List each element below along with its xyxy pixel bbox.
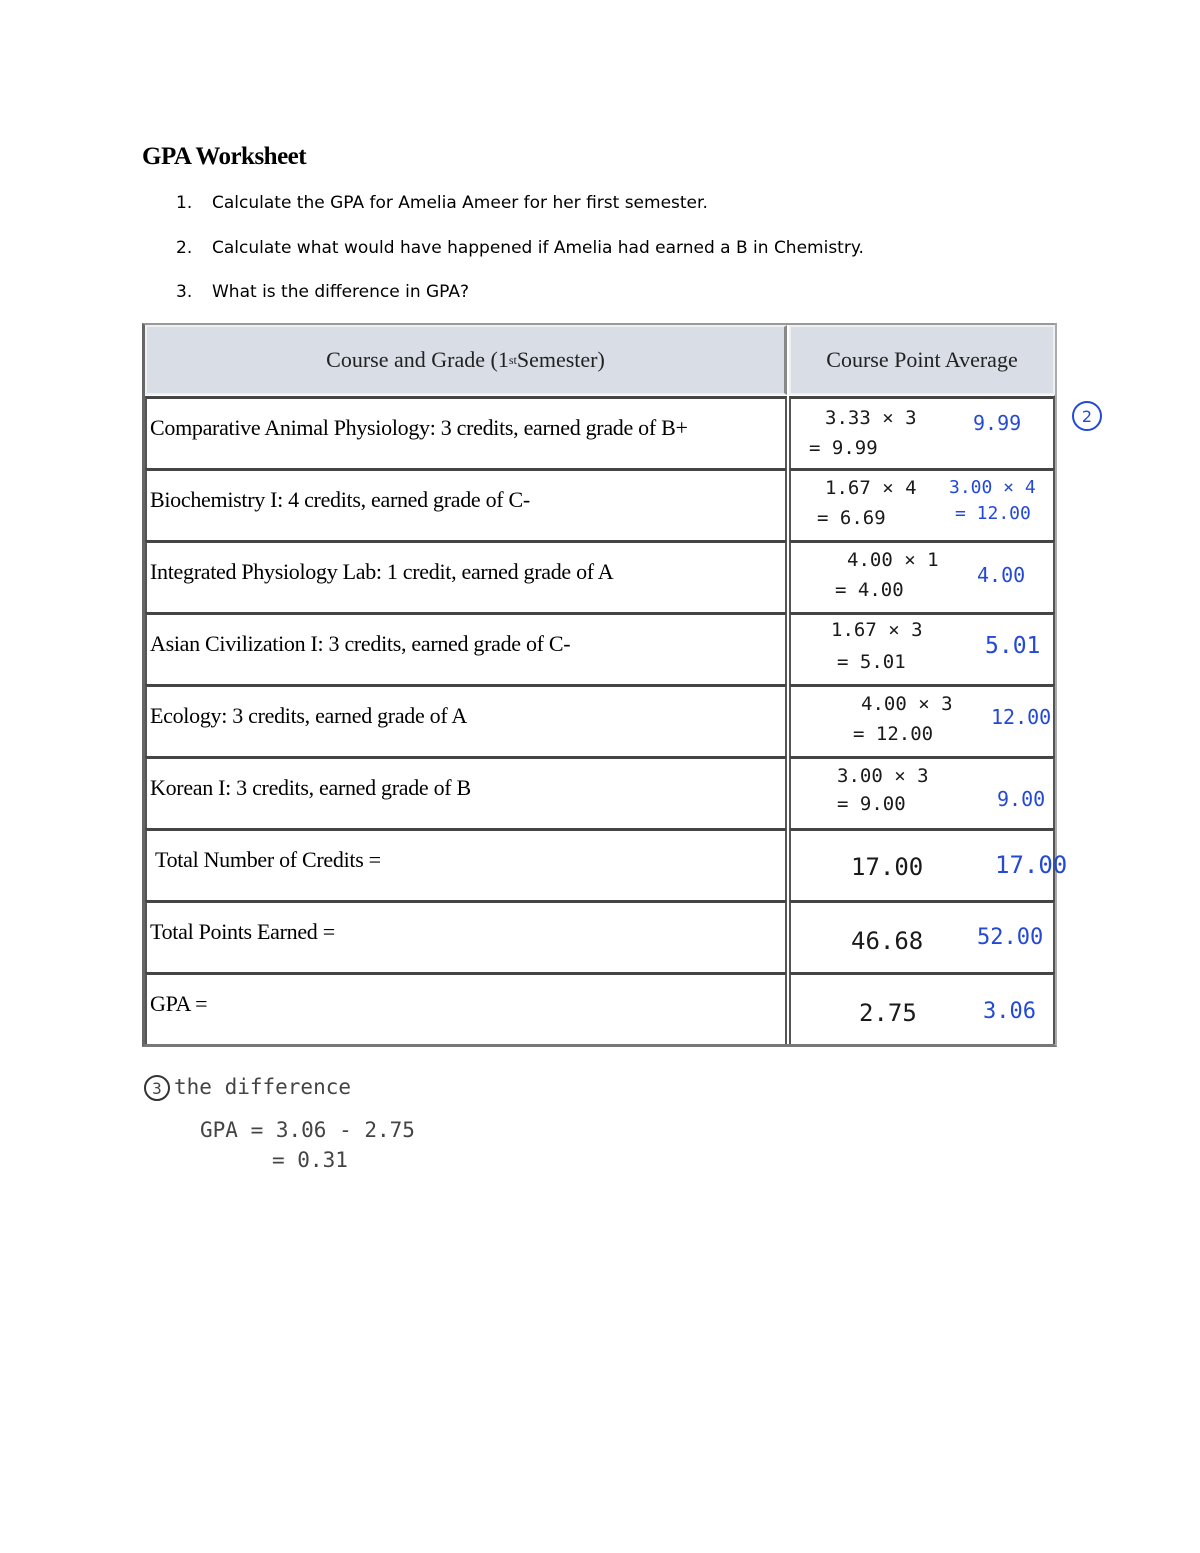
table-row (145, 684, 1057, 756)
table-row-gpa (145, 972, 1057, 1044)
points-cell (789, 396, 1055, 468)
difference-calc: GPA = 3.06 - 2.75 (200, 1118, 415, 1142)
table-row-total-credits (145, 828, 1068, 900)
alt-value: 4.00 (977, 563, 1026, 587)
gpa-label: GPA = (145, 972, 787, 1044)
calc-result: = 5.01 (837, 651, 906, 673)
table-row (145, 612, 1057, 684)
question-number: 1. (176, 193, 193, 213)
table-row (145, 756, 1057, 828)
course-label: Ecology: 3 credits, earned grade of A (145, 684, 787, 756)
calc-result: = 9.00 (837, 793, 906, 815)
points-cell (789, 468, 1055, 540)
header-course-grade (145, 325, 787, 395)
difference-heading-text: the difference (174, 1075, 352, 1099)
question-text: Calculate the GPA for Amelia Ameer for her first semester. (212, 193, 708, 213)
total-points-cell (789, 900, 1055, 972)
gpa-value: 2.75 (859, 999, 917, 1027)
points-cell (789, 756, 1055, 828)
header-course-point-average: Course Point Average (789, 325, 1055, 395)
difference-heading (144, 1075, 351, 1101)
page-title: GPA Worksheet (142, 143, 307, 170)
table-row (145, 396, 1057, 468)
header-course-grade-suffix: Semester) (516, 347, 605, 372)
calc-result: = 12.00 (853, 723, 934, 745)
gpa-cell (789, 972, 1055, 1044)
question-3-marker: 3 (144, 1075, 170, 1101)
calc-line: 3.00 × 3 (837, 765, 929, 787)
alt-value: 12.00 (991, 705, 1052, 729)
alt-calc-result: = 12.00 (955, 503, 1031, 524)
course-label: Asian Civilization I: 3 credits, earned grade of C- (145, 612, 787, 684)
question-item (176, 193, 864, 238)
question-text: Calculate what would have happened if Amelia had earned a B in Chemistry. (212, 237, 864, 258)
calc-line: 4.00 × 3 (861, 693, 953, 715)
total-points-label: Total Points Earned = (145, 900, 787, 972)
question-number: 3. (176, 282, 193, 302)
alt-value: 5.01 (985, 633, 1041, 659)
calc-line: 4.00 × 1 (847, 549, 939, 571)
gpa-table (142, 323, 1068, 1047)
table-row (145, 468, 1057, 540)
total-credits-alt-value: 17.00 (995, 851, 1068, 879)
header-course-grade-text: Course and Grade (1 (326, 347, 509, 372)
question-list (176, 193, 864, 327)
table-row-total-points (145, 900, 1057, 972)
calc-result: = 4.00 (835, 579, 904, 601)
question-item (176, 282, 864, 327)
total-credits-label: Total Number of Credits = (145, 828, 787, 900)
calc-line: 3.33 × 3 (825, 407, 917, 429)
total-points-value: 46.68 (851, 927, 924, 955)
table-row (145, 540, 1057, 612)
alt-value: 9.00 (997, 787, 1046, 811)
course-label: Integrated Physiology Lab: 1 credit, earned grade of A (145, 540, 787, 612)
calc-line: 1.67 × 4 (825, 477, 917, 499)
difference-result: = 0.31 (272, 1148, 348, 1172)
alt-calc-line: 3.00 × 4 (949, 477, 1036, 498)
header-superscript: st (508, 352, 517, 367)
total-credits-value: 17.00 (851, 853, 924, 881)
points-cell (789, 540, 1055, 612)
question-text: What is the difference in GPA? (212, 282, 469, 302)
calc-result: = 6.69 (817, 507, 886, 529)
points-cell (789, 684, 1055, 756)
question-number: 2. (176, 237, 193, 258)
gpa-alt-value: 3.06 (983, 999, 1036, 1024)
course-label: Comparative Animal Physiology: 3 credits, earned grade of B+ (145, 396, 787, 468)
question-2-marker: 2 (1072, 401, 1102, 431)
calc-result: = 9.99 (809, 437, 878, 459)
points-cell (789, 612, 1055, 684)
course-label: Korean I: 3 credits, earned grade of B (145, 756, 787, 828)
total-credits-cell (789, 828, 1068, 900)
question-item (176, 238, 864, 283)
course-label: Biochemistry I: 4 credits, earned grade of C- (145, 468, 787, 540)
calc-line: 1.67 × 3 (831, 619, 923, 641)
alt-value: 9.99 (973, 411, 1022, 435)
table-header-row (145, 325, 1057, 395)
total-points-alt-value: 52.00 (977, 925, 1044, 950)
